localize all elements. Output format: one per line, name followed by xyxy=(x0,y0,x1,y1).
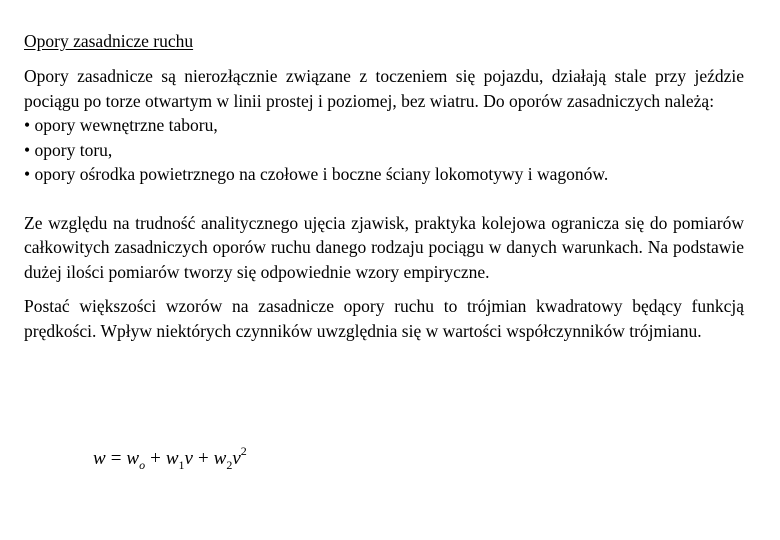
formula-equals: = xyxy=(110,448,122,469)
page-title: Opory zasadnicze ruchu xyxy=(24,31,194,51)
spacer xyxy=(24,284,744,294)
spacer xyxy=(24,187,744,211)
formula-plus: + xyxy=(150,448,161,469)
list-item: • opory toru, xyxy=(24,139,113,160)
paragraph-intro: Opory zasadnicze są nierozłącznie związane z toczeniem się pojazdu, działają stale przy jeździe pociągu po torze otwartym w linii prostej i poziomej, bez wiatru. Do oporów zasadniczych należą: xyxy=(24,66,744,111)
formula-lhs: w xyxy=(93,448,106,469)
document-page xyxy=(24,29,744,343)
formula-w2v2: $w_2v^2$ xyxy=(213,444,247,472)
paragraph-trinomial: Postać większości wzorów na zasadnicze opory ruchu to trójmian kwadratowy będący funkcją prędkości. Wpływ niektórych czynników uwzględnia się w wartości współczynników trójmianu. xyxy=(24,296,744,341)
list-item: • opory wewnętrzne taboru, xyxy=(24,115,218,135)
paragraph-measurements: Ze względu na trudność analitycznego ujęcia zjawisk, praktyka kolejowa ogranicza się do pomiarów całkowitych zasadniczych oporów ruchu danego rodzaju pociągu w danych warunkach. Na podstawie dużej ilości pomiarów tworzy się odpowiednie wzory empiryczne. xyxy=(24,212,744,282)
formula-plus: + xyxy=(197,448,209,469)
formula-w1v: $w_1v$ xyxy=(165,448,193,472)
formula-w0: $w_o$ xyxy=(126,448,146,472)
list-item: • opory ośrodka powietrznego na czołowe i boczne ściany lokomotywy i wagonów. xyxy=(24,164,609,184)
resistance-formula xyxy=(93,446,247,472)
resistance-list xyxy=(24,113,744,187)
